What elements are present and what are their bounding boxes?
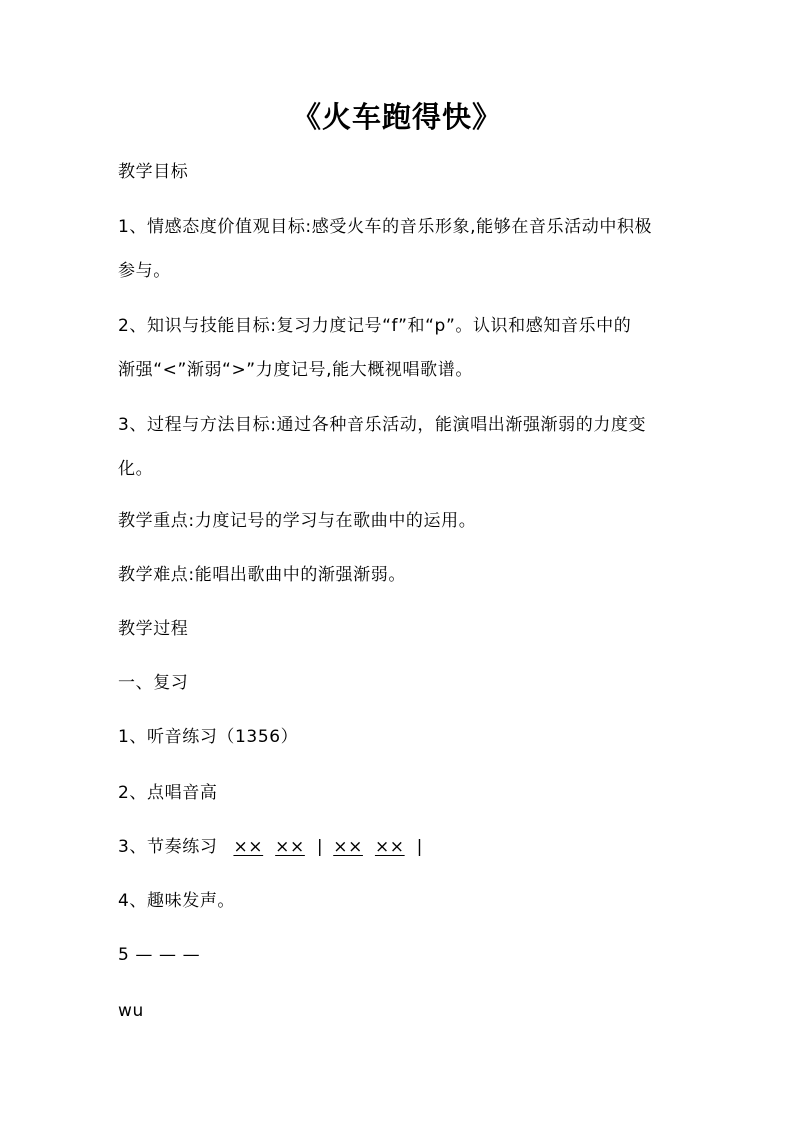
goal-3-line-1: 3、过程与方法目标:通过各种音乐活动，能演唱出渐强渐弱的力度变 — [118, 415, 647, 435]
bar-line: | — [316, 837, 324, 857]
rhythm-group: ×× — [233, 837, 264, 857]
document-title: 《火车跑得快》 — [291, 100, 502, 134]
list-item-rhythm — [118, 825, 427, 869]
vocal-syllable: wu — [118, 1001, 144, 1021]
key-point: 教学重点:力度记号的学习与在歌曲中的运用。 — [118, 511, 477, 531]
rhythm-notation — [233, 825, 427, 869]
goal-2-line-2: 渐强“<”渐弱“>”力度记号,能大概视唱歌谱。 — [118, 360, 473, 380]
review-heading: 一、复习 — [118, 673, 189, 693]
vocal-note: 5 — — — — [118, 945, 201, 965]
list-item-pitch: 2、点唱音高 — [118, 783, 218, 803]
list-item-listening: 1、听音练习（1356） — [118, 727, 299, 747]
rhythm-group: ×× — [374, 837, 405, 857]
section-heading-process: 教学过程 — [118, 619, 189, 639]
bar-line: | — [416, 837, 423, 857]
list-item-vocalization: 4、趣味发声。 — [118, 891, 236, 911]
goal-1-line-2: 参与。 — [118, 261, 171, 281]
rhythm-label: 3、节奏练习 — [118, 837, 218, 857]
rhythm-group: ×× — [333, 837, 363, 857]
difficult-point: 教学难点:能唱出歌曲中的渐强渐弱。 — [118, 565, 406, 585]
goal-1-line-1: 1、情感态度价值观目标:感受火车的音乐形象,能够在音乐活动中积极 — [118, 217, 653, 237]
rhythm-group: ×× — [275, 837, 305, 857]
goal-2-line-1: 2、知识与技能目标:复习力度记号“f”和“p”。认识和感知音乐中的 — [118, 316, 632, 336]
section-heading-goals: 教学目标 — [118, 162, 189, 182]
goal-3-line-2: 化。 — [118, 459, 154, 479]
